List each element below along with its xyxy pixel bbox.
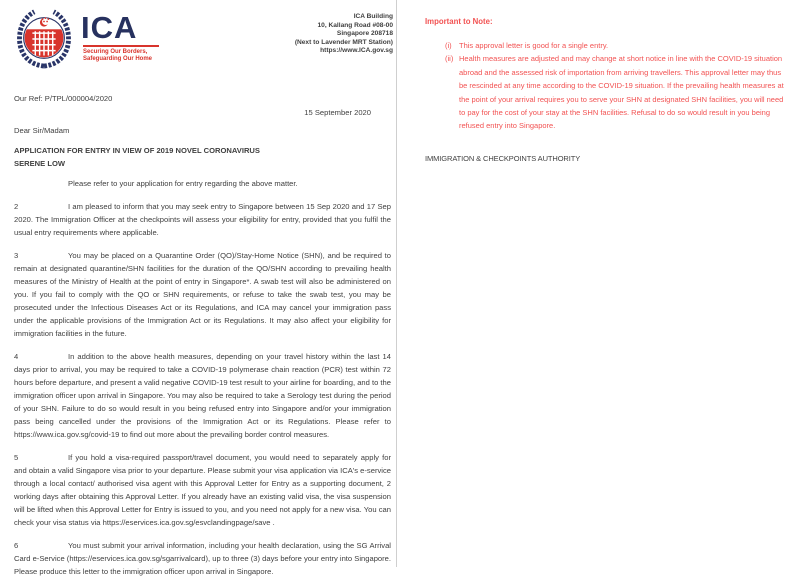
paragraph-number: 6 bbox=[14, 541, 19, 550]
letter-paragraphs bbox=[14, 177, 391, 578]
paragraph-number: 5 bbox=[14, 453, 19, 462]
subject-line-2: SERENE LOW bbox=[14, 158, 66, 168]
ica-logo-acronym: ICA bbox=[81, 10, 138, 45]
logo-tagline-line1: Securing Our Borders, bbox=[83, 49, 148, 55]
note-item: (ii) Health measures are adjusted and may change at short notice in line with the COVID-19 situation abroad and the assessed risk of importation from arriving travellers. This approval letter may thus be rescinded at any time according to the COVID-19 situation. If the prevailing health measures at the point of your arrival requires you to serve your SHN at designated SHN facilities, you will need to pay for the cost of your stay at the SHN facilities. Refusal to do so would result in you being refused entry into Singapore. bbox=[445, 54, 784, 131]
authority-signature: IMMIGRATION & CHECKPOINTS AUTHORITY bbox=[425, 153, 581, 163]
address-line: Singapore 208718 bbox=[336, 30, 393, 38]
note-item-label: (ii) bbox=[445, 54, 454, 64]
note-item: (i) This approval letter is good for a single entry. bbox=[445, 39, 790, 52]
logo-tagline-line2: Safeguarding Our Home bbox=[83, 56, 153, 62]
letter-paragraph: Please refer to your application for entry regarding the above matter. bbox=[68, 179, 298, 188]
paragraph-number: 4 bbox=[14, 352, 19, 361]
logo-red-rule bbox=[83, 45, 159, 47]
letter-paragraph: 4 In addition to the above health measures, depending on your travel history within the last 14 days prior to arrival, you may be required to take a COVID-19 polymerase chain reaction (PCR) test within 72 hours before departure, and present a valid negative COVID-19 test result to your airline for boarding, and to the immigration officer upon arrival in Singapore. You may also be required to take a Serology test during the period of your SHN. Failure to do so would result in you being refused entry into Singapore and/or your immigration pass being cancelled under the provisions of the Immigration Act or its Regulations. Please refer to https://www.ica.gov.sg/covid-19 to find out more about the prevailing border control measures. bbox=[14, 352, 391, 439]
important-note-heading: Important to Note: bbox=[425, 17, 493, 26]
paragraph-number: 2 bbox=[14, 202, 19, 211]
address-line: ICA Building bbox=[353, 13, 393, 20]
address-line: (Next to Lavender MRT Station) bbox=[294, 38, 393, 46]
notes-page bbox=[397, 0, 800, 567]
letter-body bbox=[14, 92, 391, 588]
letter-paragraph: 6 You must submit your arrival information, including your health declaration, using the SG Arrival Card e-Service (https://eservices.ica.gov.sg/sgarrivalcard), up to three (3) days before your entry into Singapore. Please produce this letter to the immigration officer upon arrival in Singapore. bbox=[14, 541, 391, 576]
paragraph-number: 3 bbox=[14, 251, 19, 260]
letter-date: 15 September 2020 bbox=[304, 108, 371, 117]
ica-address-block bbox=[295, 13, 393, 56]
letter-paragraph: 2 I am pleased to inform that you may seek entry to Singapore between 15 Sep 2020 and 17 Sep 2020. The Immigration Officer at the checkpoints will assess your eligibility for entry, provided that you fulfil the usual entry requirements where applicable. bbox=[14, 202, 391, 237]
ica-logo bbox=[14, 7, 159, 69]
reference-number: Our Ref: P/TPL/000004/2020 bbox=[14, 94, 113, 103]
address-line: https://www.ICA.gov.sg bbox=[320, 47, 393, 55]
letter-paragraph: 5 If you hold a visa-required passport/travel document, you would need to separately apply for and obtain a valid Singapore visa prior to your departure. Please submit your visa application via ICA's e-service through a local contact/ authorised visa agent with this Approval Letter for Entry as a supporting document, 2 working days after obtaining this Approval Letter. If you already have an existing valid visa, the visa suspension will be lifted when this Approval Letter for Entry is issued to you, and you need not apply for a new visa. You can check your visa status via https://eservices.ica.gov.sg/esvclandingpage/save . bbox=[14, 453, 391, 527]
important-note-list bbox=[445, 39, 790, 133]
note-item-label: (i) bbox=[445, 41, 452, 50]
letter-page bbox=[0, 0, 396, 576]
salutation: Dear Sir/Madam bbox=[14, 126, 70, 135]
letter-paragraph: 3 You may be placed on a Quarantine Order (QO)/Stay-Home Notice (SHN), and be required to remain at designated quarantine/SHN facilities for the duration of the QO/SHN according to prevailing health measures of the Ministry of Health at the point of entry in Singapore*. A swab test will also be administered on you. If you fail to comply with the QO or SHN requirements, or refuse to take the swab test, you may be prosecuted under the Infectious Diseases Act or its Regulations, and ICA may cancel your immigration pass under the applicable provisions of the Immigration Act or its Regulations. It may also affect your eligibility for immigration facilities in the future. bbox=[14, 251, 391, 338]
address-line: 10, Kallang Road #08-00 bbox=[317, 21, 393, 29]
subject-line-1: APPLICATION FOR ENTRY IN VIEW OF 2019 NOVEL CORONAVIRUS bbox=[14, 146, 260, 155]
ica-crest-icon bbox=[14, 7, 74, 69]
